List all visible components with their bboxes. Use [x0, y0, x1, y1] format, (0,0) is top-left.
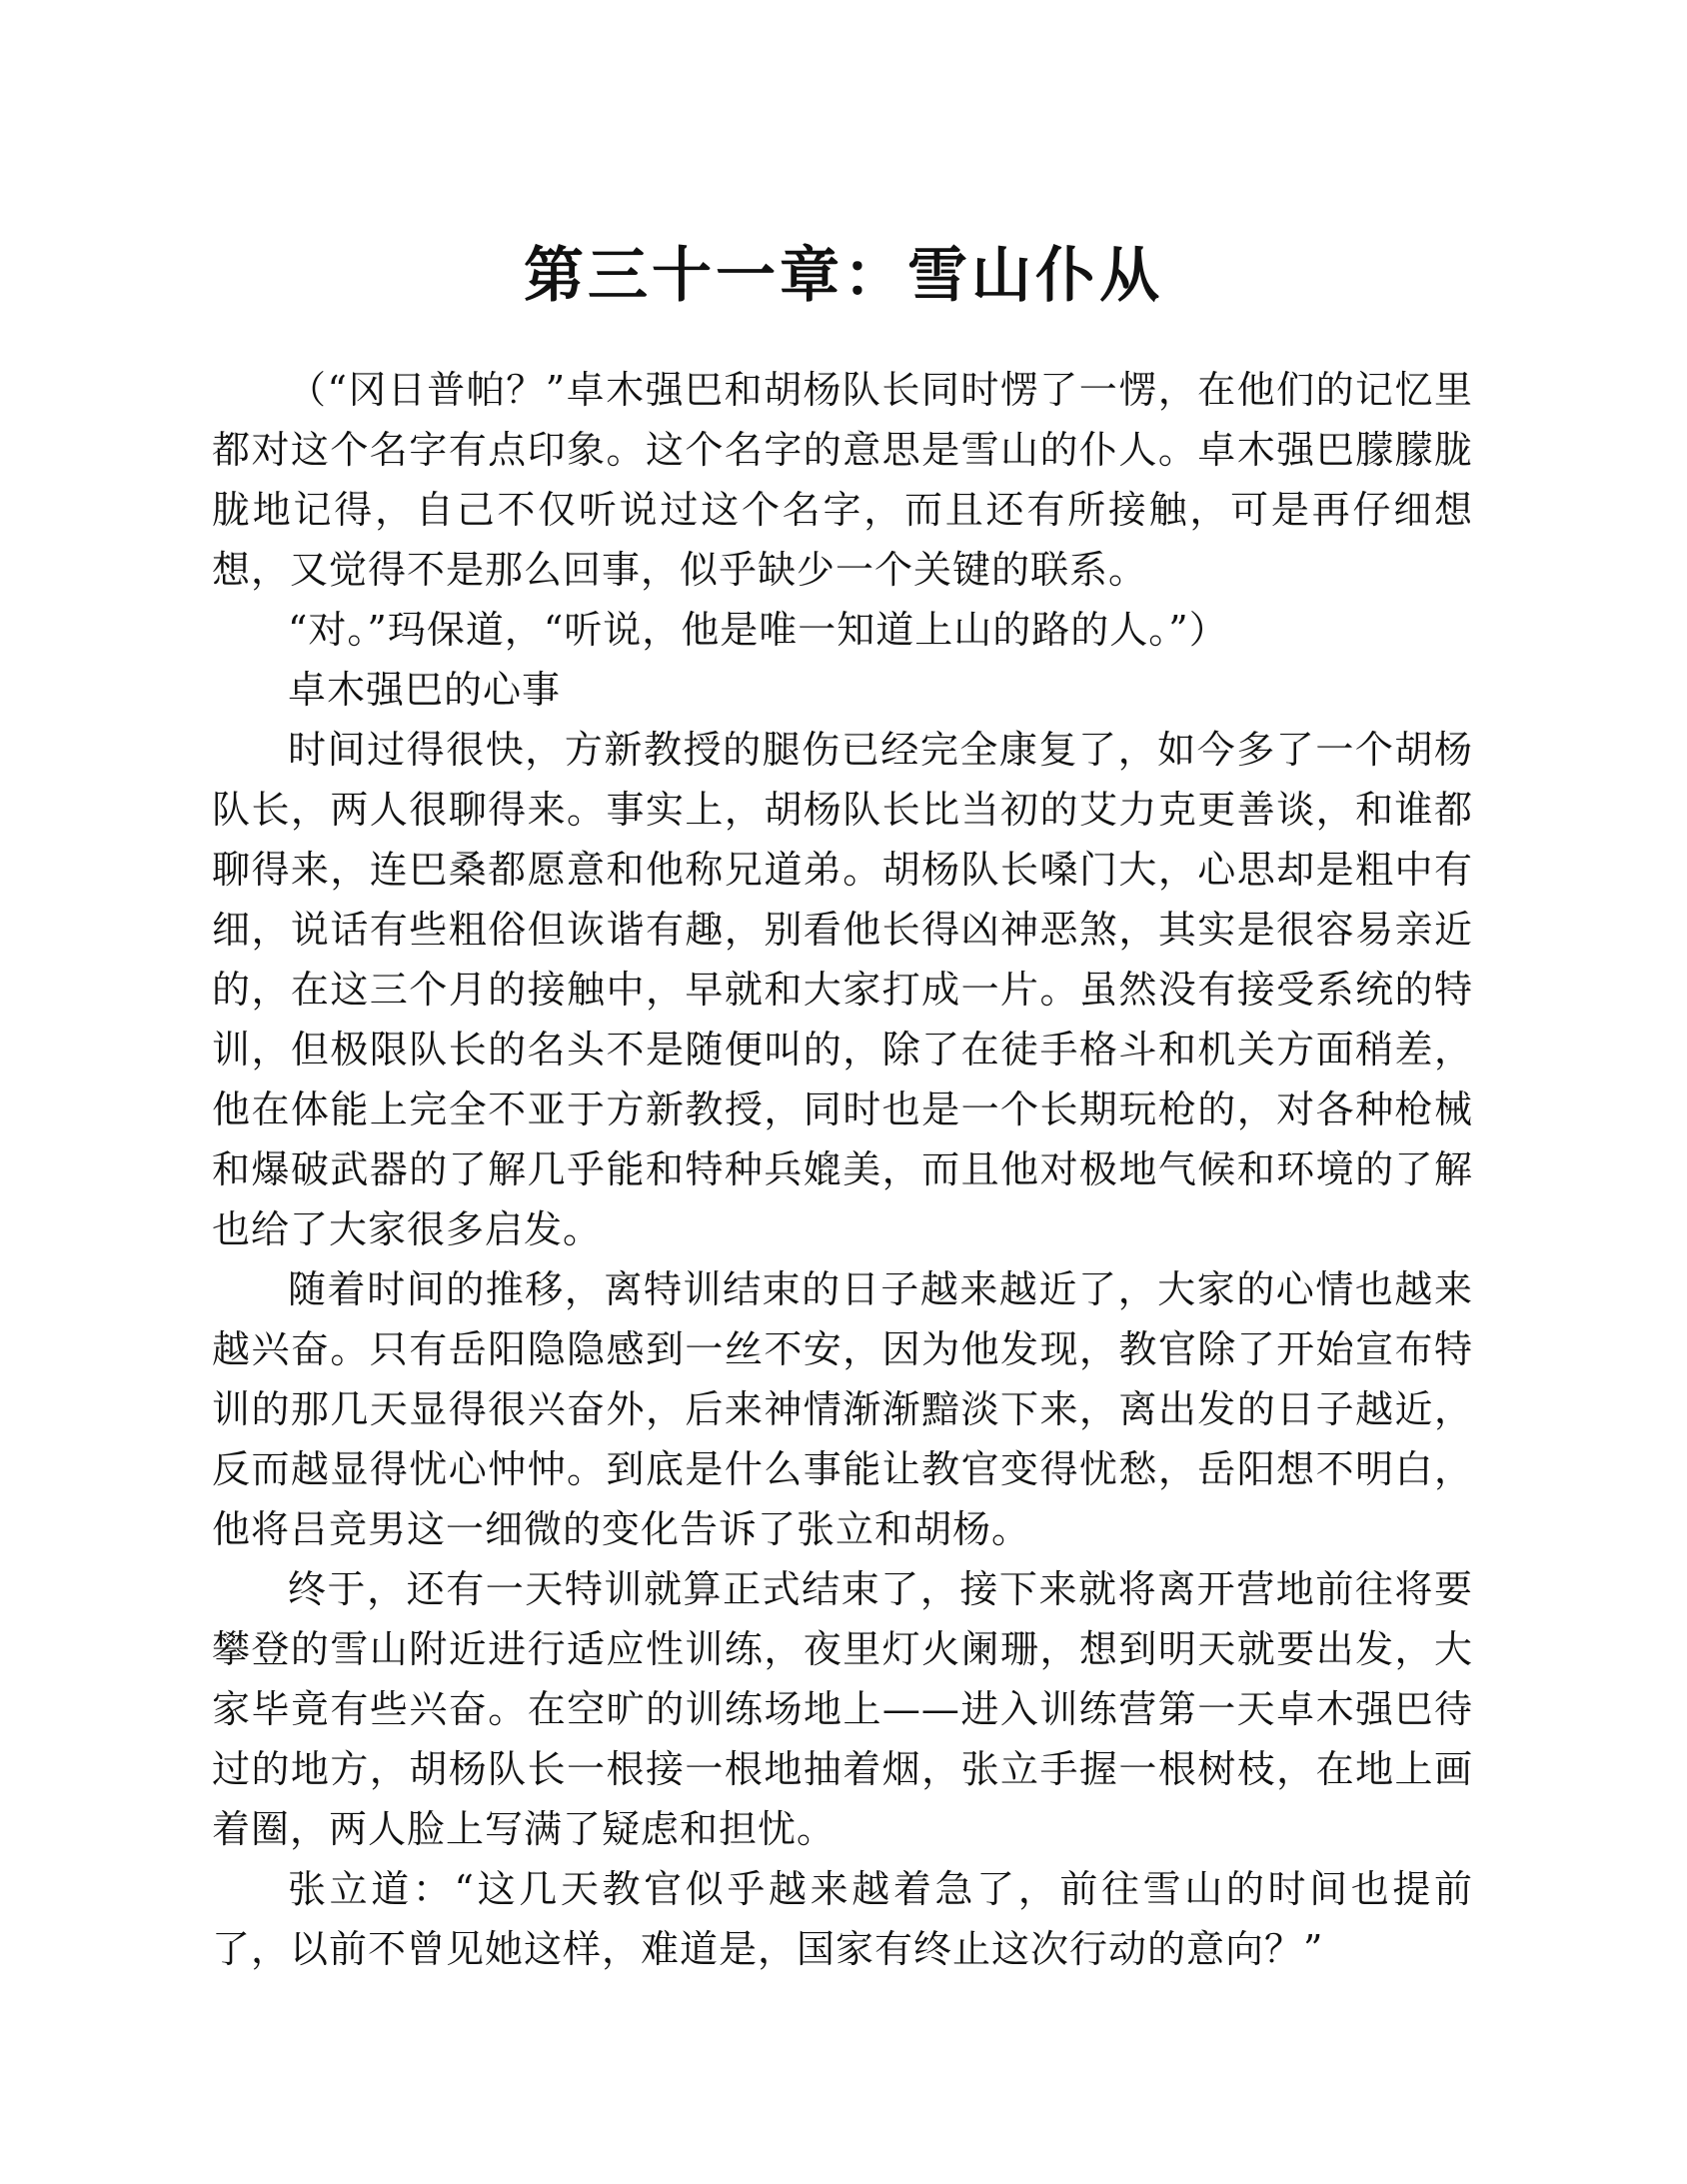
paragraph: 随着时间的推移，离特训结束的日子越来越近了，大家的心情也越来越兴奋。只有岳阳隐隐感到一丝不安，因为他发现，教官除了开始宣布特训的那几天显得很兴奋外，后来神情渐渐黯淡下来，离出发的日子越近，反而越显得忧心忡忡。到底是什么事能让教官变得忧愁，岳阳想不明白，他将吕竞男这一细微的变化告诉了张立和胡杨。 — [212, 1267, 1473, 1551]
paragraph: （“冈日普帕？”卓木强巴和胡杨队长同时愣了一愣，在他们的记忆里都对这个名字有点印象。这个名字的意思是雪山的仆人。卓木强巴朦朦胧胧地记得，自己不仅听说过这个名字，而且还有所接触，可是再仔细想想，又觉得不是那么回事，似乎缺少一个关键的联系。 — [212, 368, 1473, 592]
paragraph: 时间过得很快，方新教授的腿伤已经完全康复了，如今多了一个胡杨队长，两人很聊得来。事实上，胡杨队长比当初的艾力克更善谈，和谁都聊得来，连巴桑都愿意和他称兄道弟。胡杨队长嗓门大，心思却是粗中有细，说话有些粗俗但诙谐有趣，别看他长得凶神恶煞，其实是很容易亲近的，在这三个月的接触中，早就和大家打成一片。虽然没有接受系统的特训，但极限队长的名头不是随便叫的，除了在徒手格斗和机关方面稍差，他在体能上完全不亚于方新教授，同时也是一个长期玩枪的，对各种枪械和爆破武器的了解几乎能和特种兵媲美，而且他对极地气候和环境的了解也给了大家很多启发。 — [212, 728, 1473, 1251]
section-heading: 卓木强巴的心事 — [288, 668, 562, 712]
paragraph: 终于，还有一天特训就算正式结束了，接下来就将离开营地前往将要攀登的雪山附近进行适应性训练，夜里灯火阑珊，想到明天就要出发，大家毕竟有些兴奋。在空旷的训练场地上——进入训练营第一天卓木强巴待过的地方，胡杨队长一根接一根地抽着烟，张立手握一根树枝，在地上画着圈，两人脸上写满了疑虑和担忧。 — [212, 1567, 1473, 1851]
paragraph: “对。”玛保道，“听说，他是唯一知道上山的路的人。”） — [288, 608, 1228, 652]
chapter-title: 第三十一章：雪山仆从 — [524, 241, 1163, 311]
paragraph: 张立道：“这几天教官似乎越来越着急了，前往雪山的时间也提前了，以前不曾见她这样，难道是，国家有终止这次行动的意向？” — [212, 1867, 1473, 1971]
chapter-body — [212, 360, 1473, 1979]
